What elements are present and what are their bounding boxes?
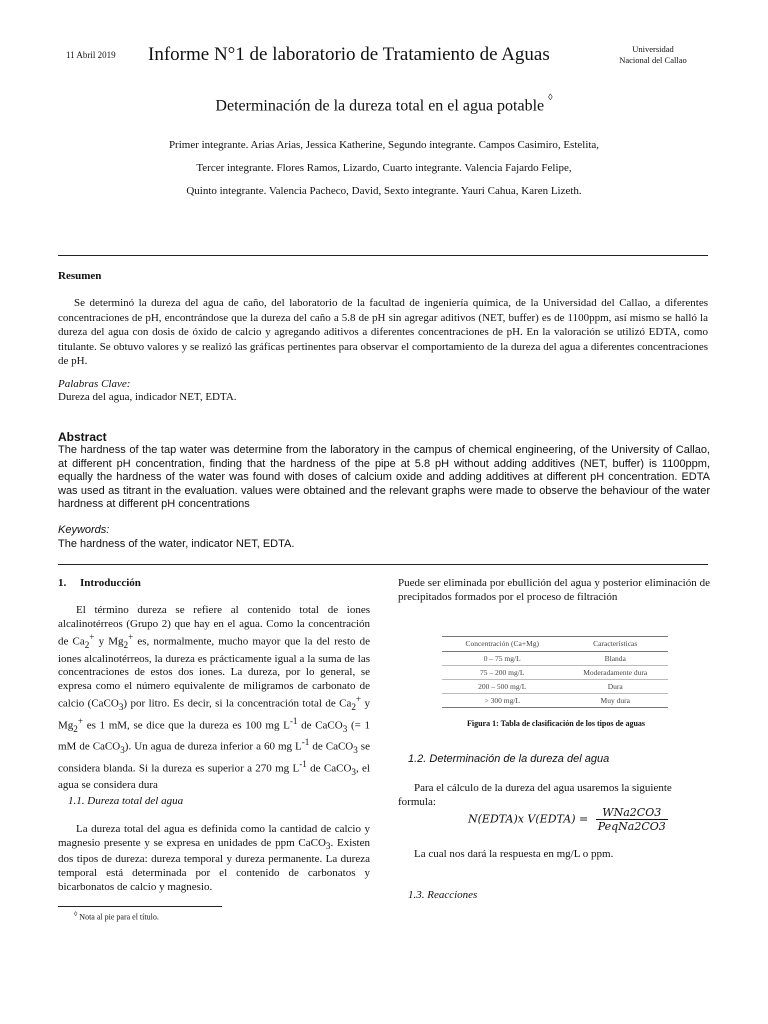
footnote-text: Nota al pie para el título. [79,912,159,922]
abstract-text: The hardness of the tap water was determine from the laboratory in the campus of chemical engineering, of the University of Callao, at different pH concentration, finding that the hardness of the pipe at 5.8 pH without adding additives (NET, buffer) is 1100ppm, equally the hardness of the water was found with doses of calcium oxide and adding additives at different pH concentration. EDTA was used as titrant in the evaluation. values were obtained and the relevant graphs were made to observe the behaviour of the water hardness at different pH concentrations [58,444,710,510]
formula-numerator: WNa2CO3 [596,806,668,820]
keywords: Dureza del agua, indicador NET, EDTA. [58,391,237,403]
intro-paragraph: El término dureza se refiere al contenido total de iones alcalinotérreos (Grupo 2) que hay en el agua. Como la concentración de $Ca_2^+$ y $Mg_2^+$ es, normalmente, mucho mayor que la del resto de iones alcalinotérreos, la dureza es prácticamente igual a la suma de las concentraciones de estos dos iones. La dureza, por lo general, se expresa como el número equivalente de miligramos de carbonato de calcio (CaCO$_3$) por litro. Es decir, si la concentración total de $Ca_2^+$ y $Mg_2^+$ es 1 mM, se dice que la dureza es 100 mg $L^{-1}$ de CaCO$_3$ (= 1 mM de CaCO$_3$). Un agua de dureza inferior a 60 mg $L^{-1}$ de CaCO$_3$ se considera blanda. Si la dureza es superior a 270 mg $L^{-1}$ de CaCO$_3$, el agua se considera dura [58,604,371,792]
report-title: Informe N°1 de laboratorio de Tratamiento de Aguas [148,44,550,65]
ebullicion-paragraph: Puede ser eliminada por ebullición del agua y posterior eliminación de precipitados formados por el proceso de filtración [398,577,710,603]
authors [0,134,768,203]
divider [58,564,708,565]
report-date: 11 Abril 2019 [66,50,116,60]
paper-title-text: Determinación de la dureza total en el agua potable [215,97,545,115]
authors-line: Tercer integrante. Flores Ramos, Lizardo, Cuarto integrante. Valencia Fajardo Felipe, [196,162,572,174]
determinacion-paragraph: Para el cálculo de la dureza del agua usaremos la siguiente formula: [398,782,672,808]
table-row: 200 – 500 mg/L Dura [442,680,668,694]
result-paragraph: La cual nos dará la respuesta en mg/L o ppm. [414,848,614,860]
university-line-2: Nacional del Callao [619,55,687,65]
keywords-label: Palabras Clave: [58,378,131,390]
subsection-heading-reacciones: 1.3. Reacciones [408,889,478,901]
title-footnote-mark: ◊ [548,92,553,102]
subsection-heading-dureza-total: 1.1. Dureza total del agua [68,795,184,807]
abstract-keywords: The hardness of the water, indicator NET, EDTA. [58,538,295,550]
table-row: > 300 mg/L Muy dura [442,694,668,708]
resumen-text: Se determinó la dureza del agua de caño, del laboratorio de la facultad de ingeniería química, de la Universidad del Callao, a diferentes concentraciones de pH, encontrándose que la dureza del caño a 5.8 de pH sin agregar aditivos (NET, buffer) es de 1100ppm, así mismo se halló la dureza del agua con dosis de óxido de calcio y agregando aditivos a diferentes concentraciones de pH. En la valoración se utilizó EDTA, como titulante. Se obtuvo valores y se realizó las gráficas pertinentes para observar el comportamiento de la dureza del agua a diferentes concentraciones de pH. [58,297,708,367]
divider [58,255,708,256]
table-row: 0 – 75 mg/L Blanda [442,652,668,666]
abstract-keywords-label: Keywords: [58,524,110,536]
authors-line: Primer integrante. Arias Arias, Jessica Katherine, Segundo integrante. Campos Casimiro, Estelita, [168,139,600,151]
resumen-heading: Resumen [58,270,102,282]
section-heading-introduccion: 1. Introducción [58,577,141,589]
figure-caption: Figura 1: Tabla de clasificación de los tipos de aguas [466,719,646,728]
university-line-1: Universidad [632,44,674,54]
table-header: Concentración (Ca+Mg) [442,637,562,652]
subsection-heading-determinacion: 1.2. Determinación de la dureza del agua [408,753,610,765]
dureza-total-paragraph: La dureza total del agua es definida como la cantidad de calcio y magnesio presente y se expresa en unidades de ppm CaCO$_3$. Existen dos tipos de dureza: dureza temporal y dureza permanente. La dureza temporal está determinada por el contenido de carbonatos y bicarbonatos de calcio y magnesio. [58,823,370,893]
abstract-heading: Abstract [58,430,107,444]
university-name [612,44,694,66]
table-row: 75 – 200 mg/L Moderadamente dura [442,666,668,680]
authors-line: Quinto integrante. Valencia Pacheco, David, Sexto integrante. Yauri Cahua, Karen Lizeth. [186,185,582,197]
formula-lhs: N(EDTA)x V(EDTA) = [468,812,589,826]
hardness-formula [468,806,668,833]
paper-title [0,92,768,115]
footnote [74,911,159,922]
footnote-divider [58,906,222,907]
formula-fraction [596,806,668,833]
footnote-mark: ◊ [74,911,78,918]
table-header: Características [562,637,668,652]
formula-denominator: PeqNa2CO3 [597,820,666,833]
table-header-row [442,637,668,652]
classification-table [442,636,668,708]
